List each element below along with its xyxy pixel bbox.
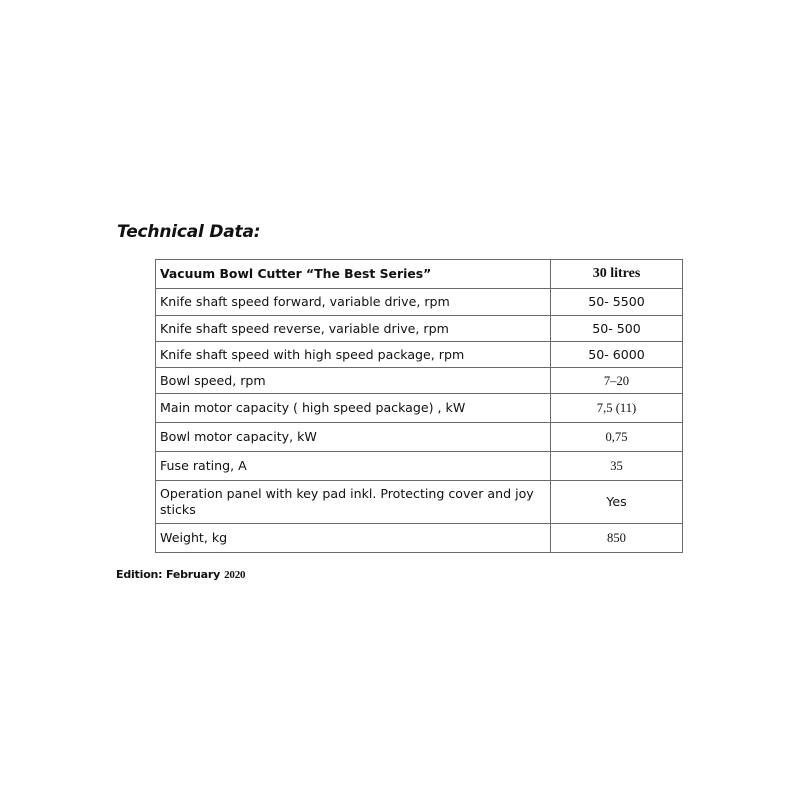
- table-row: [156, 452, 683, 481]
- table-header-row: [156, 260, 683, 289]
- table-row: [156, 316, 683, 342]
- row-label: Bowl motor capacity, kW: [156, 423, 551, 452]
- edition-note: [116, 568, 245, 581]
- row-label: Weight, kg: [156, 524, 551, 553]
- table-row: [156, 423, 683, 452]
- row-value: 35: [551, 452, 683, 481]
- page-title: Technical Data:: [117, 222, 261, 242]
- table-row: [156, 368, 683, 394]
- table-row: [156, 524, 683, 553]
- capacity-header-cell: 30 litres: [551, 260, 683, 289]
- row-value: 50- 6000: [551, 342, 683, 368]
- technical-data-table: [155, 259, 683, 553]
- row-value: 50- 500: [551, 316, 683, 342]
- edition-year: 2020: [224, 569, 246, 581]
- row-value: 7,5 (11): [551, 394, 683, 423]
- row-value: 850: [551, 524, 683, 553]
- row-value: 0,75: [551, 423, 683, 452]
- table-row: [156, 394, 683, 423]
- row-label: Knife shaft speed with high speed package, rpm: [156, 342, 551, 368]
- row-label: Fuse rating, A: [156, 452, 551, 481]
- row-value: 50- 5500: [551, 289, 683, 316]
- edition-label: Edition: February: [116, 568, 221, 581]
- row-value: 7–20: [551, 368, 683, 394]
- row-label: Main motor capacity ( high speed package) , kW: [156, 394, 551, 423]
- row-label: Bowl speed, rpm: [156, 368, 551, 394]
- table-row: [156, 342, 683, 368]
- table-row: [156, 289, 683, 316]
- product-name-cell: Vacuum Bowl Cutter “The Best Series”: [156, 260, 551, 289]
- row-label: Knife shaft speed forward, variable drive, rpm: [156, 289, 551, 316]
- row-label: Knife shaft speed reverse, variable drive, rpm: [156, 316, 551, 342]
- row-value: Yes: [551, 481, 683, 524]
- row-label: Operation panel with key pad inkl. Protecting cover and joy sticks: [156, 481, 551, 524]
- table-row: [156, 481, 683, 524]
